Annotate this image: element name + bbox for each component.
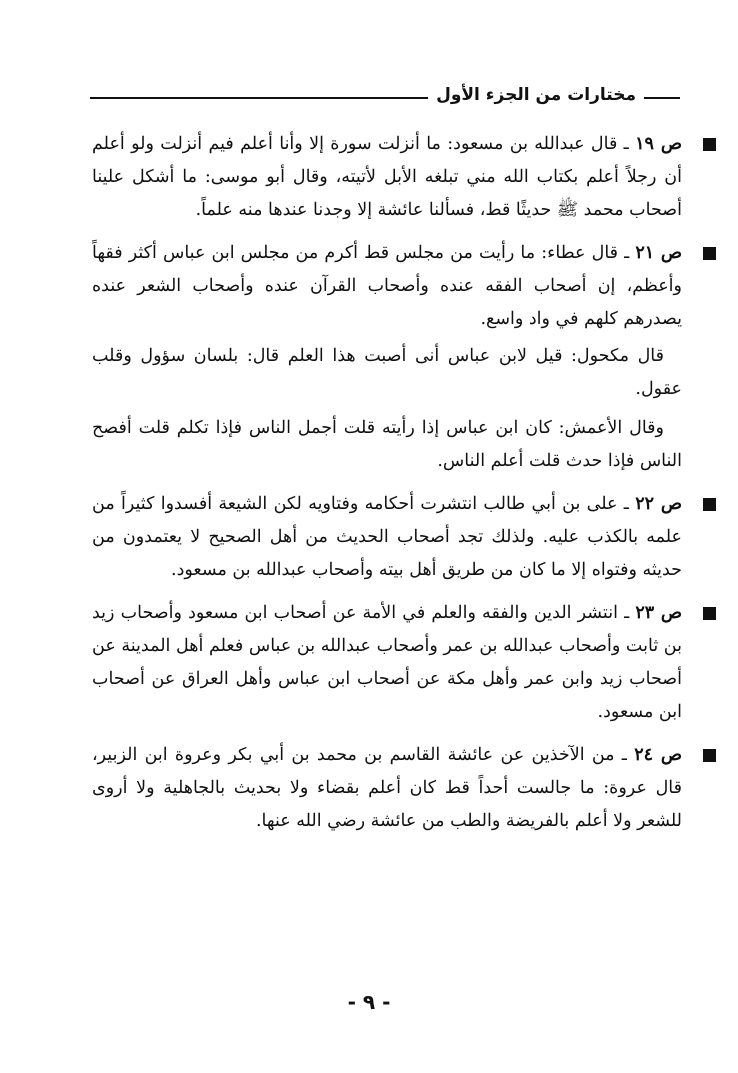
entry-page-19 xyxy=(92,128,682,227)
square-bullet-icon xyxy=(703,749,716,762)
entry-page-24 xyxy=(92,739,682,838)
entry-paragraph xyxy=(92,597,682,729)
entry-paragraph xyxy=(92,128,682,227)
entry-text: ـ من الآخذين عن عائشة القاسم بن محمد بن أبي بكر وعروة ابن الزبير، قال عروة: ما جالست أحداً قط كان أعلم بقضاء ولا بحديث بالجاهلية ولا أروى للشعر ولا أعلم بالفريضة والطب من عائشة رضي الله عنها. xyxy=(92,745,682,831)
running-header xyxy=(90,80,680,110)
header-rule-long xyxy=(90,97,428,99)
makhul-quote: قال مكحول: قيل لابن عباس أنى أصبت هذا العلم قال: بلسان سؤول وقلب عقول. xyxy=(92,346,682,399)
entry-text: ـ قال عبدالله بن مسعود: ما أنزلت سورة إلا وأنا أعلم فيم أنزلت ولو أعلم أن رجلاً أعلم بكتاب الله مني تبلغه الأبل لأتيته، وقال أبو موسى: ما أشكل علينا أصحاب محمد ﷺ حديثًا قط، فسألنا عائشة إلا وجدنا عندها منه علماً. xyxy=(92,134,682,220)
entry-text: ـ انتشر الدين والفقه والعلم في الأمة عن أصحاب ابن مسعود وأصحاب زيد بن ثابت وأصحاب عبدالله بن عمر وأصحاب عبدالله بن عباس فعلم أهل المدينة عن أصحاب زيد وابن عمر وأهل مكة عن أصحاب ابن عباس وأهل العراق عن أصحاب ابن مسعود. xyxy=(92,603,682,722)
entry-page-22 xyxy=(92,488,682,587)
page-reference: ص ٢٤ xyxy=(634,745,682,765)
page-reference: ص ١٩ xyxy=(635,134,683,154)
header-title: مختارات من الجزء الأول xyxy=(436,85,636,105)
header-rule-short xyxy=(644,97,680,99)
square-bullet-icon xyxy=(703,498,716,511)
entry-text: ـ على بن أبي طالب انتشرت أحكامه وفتاويه لكن الشيعة أفسدوا كثيراً من علمه بالكذب عليه. ولذلك تجد أصحاب الحديث من أهل الصحيح لا يعتمدون من حديثه وفتواه إلا ما كان من طريق أهل بيته وأصحاب عبدالله بن مسعود. xyxy=(92,494,682,580)
page-reference: ص ٢٣ xyxy=(635,603,683,623)
page-body xyxy=(92,128,682,838)
entry-text: ـ قال عطاء: ما رأيت من مجلس قط أكرم من مجلس ابن عباس أكثر فقهاً وأعظم، إن أصحاب الفقه عنده وأصحاب القرآن عنده وأصحاب الشعر عنده يصدرهم كلهم في واد واسع. xyxy=(92,243,682,329)
page-reference: ص ٢٢ xyxy=(635,494,683,514)
entry-page-21 xyxy=(92,237,682,478)
square-bullet-icon xyxy=(703,247,716,260)
amash-quote: وقال الأعمش: كان ابن عباس إذا رأيته قلت أجمل الناس فإذا تكلم قلت أفصح الناس فإذا حدث قلت أعلم الناس. xyxy=(92,418,682,471)
entry-paragraph xyxy=(92,488,682,587)
entry-paragraph xyxy=(92,739,682,838)
entry-paragraph xyxy=(92,237,682,336)
square-bullet-icon xyxy=(703,607,716,620)
entry-page-23 xyxy=(92,597,682,729)
page-number: - ٩ - xyxy=(347,990,391,1014)
page-reference: ص ٢١ xyxy=(635,243,682,263)
square-bullet-icon xyxy=(703,138,716,151)
